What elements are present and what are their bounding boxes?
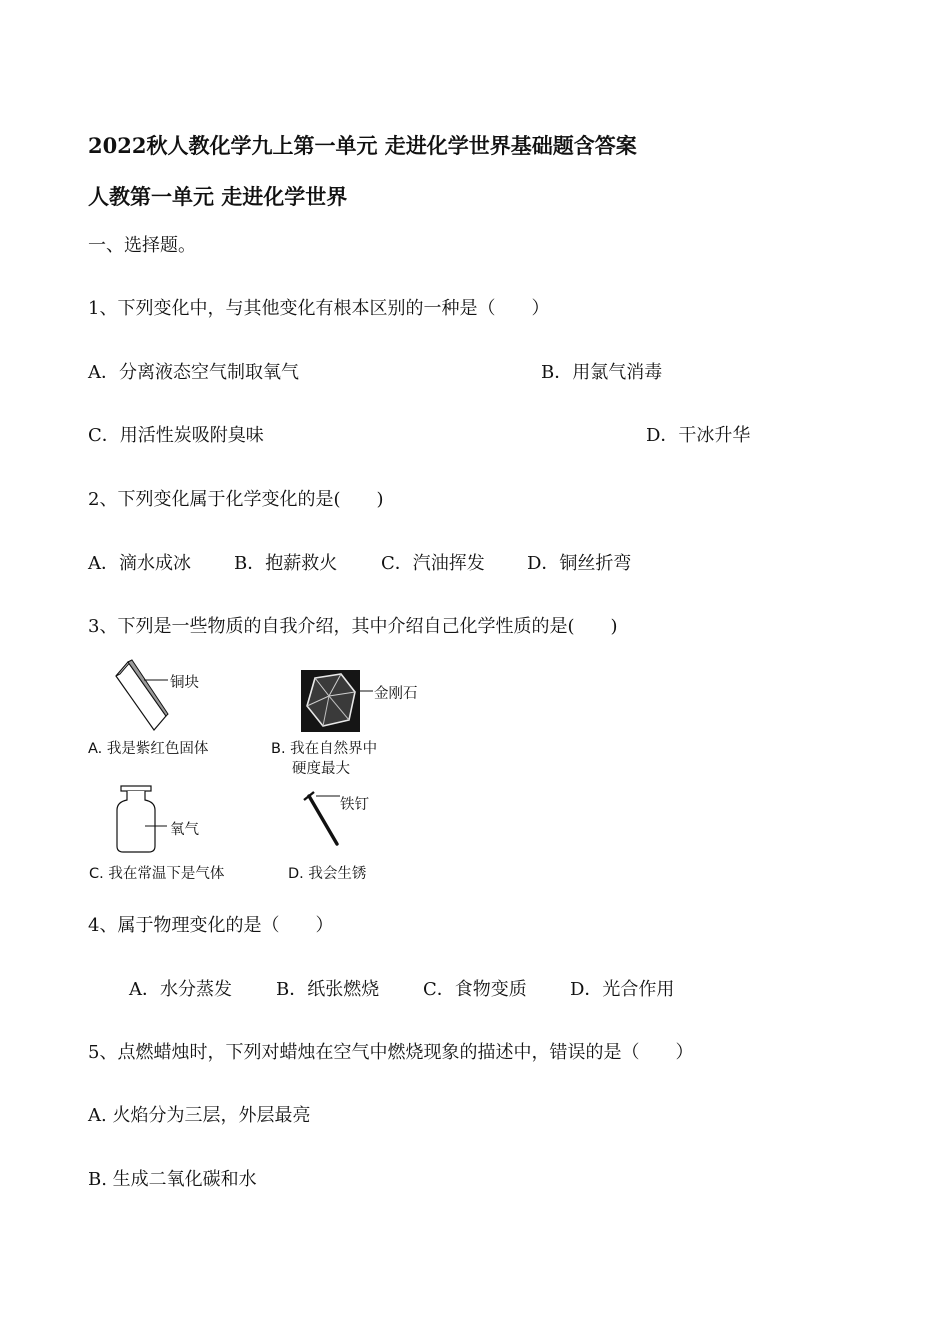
gas-bottle-illustration bbox=[115, 786, 173, 854]
caption-d: D. 我会生锈 bbox=[288, 866, 367, 882]
label-diamond: 金刚石 bbox=[374, 686, 418, 702]
question-1-option-b: B．用氯气消毒 bbox=[541, 362, 663, 383]
question-4-option-c: C．食物变质 bbox=[423, 979, 527, 1000]
caption-c: C. 我在常温下是气体 bbox=[89, 866, 225, 882]
question-4-stem: 4、属于物理变化的是（ ） bbox=[88, 915, 334, 936]
label-oxygen: 氧气 bbox=[170, 822, 199, 838]
question-1-option-c: C．用活性炭吸附臭味 bbox=[88, 425, 264, 446]
label-iron-nail: 铁钉 bbox=[340, 797, 369, 813]
document-title: 2022秋人教化学九上第一单元 走进化学世界基础题含答案 bbox=[88, 133, 637, 158]
caption-a: A. 我是紫红色固体 bbox=[88, 741, 209, 757]
question-4-option-a: A．水分蒸发 bbox=[129, 979, 232, 1000]
caption-b-line-2: 硬度最大 bbox=[292, 761, 350, 777]
question-2-option-d: D．铜丝折弯 bbox=[527, 553, 632, 574]
document-subtitle: 人教第一单元 走进化学世界 bbox=[88, 184, 348, 209]
question-1-option-a: A．分离液态空气制取氧气 bbox=[88, 362, 299, 383]
question-4-option-b: B．纸张燃烧 bbox=[276, 979, 380, 1000]
question-2-option-a: A．滴水成冰 bbox=[88, 553, 191, 574]
section-heading: 一、选择题。 bbox=[88, 235, 196, 256]
question-5-option-b: B. 生成二氧化碳和水 bbox=[88, 1169, 257, 1190]
question-2-option-b: B．抱薪救火 bbox=[234, 553, 338, 574]
question-1-option-d: D．干冰升华 bbox=[646, 425, 751, 446]
label-copper-block: 铜块 bbox=[170, 675, 199, 691]
question-2-option-c: C．汽油挥发 bbox=[381, 553, 485, 574]
diamond-illustration bbox=[301, 670, 373, 732]
question-4-option-d: D．光合作用 bbox=[570, 979, 675, 1000]
question-5-option-a: A. 火焰分为三层，外层最亮 bbox=[88, 1105, 311, 1126]
copper-block-illustration bbox=[110, 658, 170, 730]
caption-b-line-1: B. 我在自然界中 bbox=[271, 741, 378, 757]
question-5-stem: 5、点燃蜡烛时，下列对蜡烛在空气中燃烧现象的描述中，错误的是（ ） bbox=[88, 1042, 694, 1063]
question-1-stem: 1、下列变化中，与其他变化有根本区别的一种是（ ） bbox=[88, 298, 550, 319]
question-2-stem: 2、下列变化属于化学变化的是( ) bbox=[88, 489, 384, 510]
question-3-stem: 3、下列是一些物质的自我介绍，其中介绍自己化学性质的是( ) bbox=[88, 616, 618, 637]
